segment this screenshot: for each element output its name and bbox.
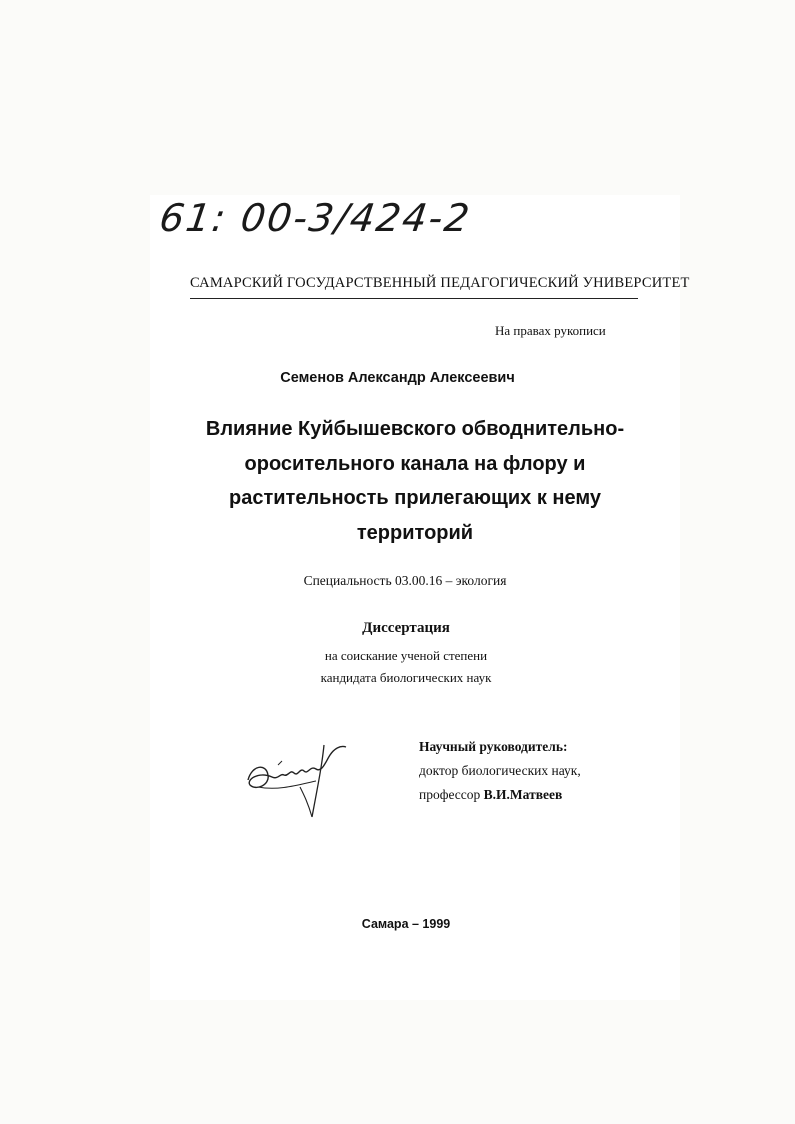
supervisor-block <box>419 735 581 807</box>
degree-line-1: на соискание ученой степени <box>324 648 488 663</box>
degree-description <box>0 645 795 689</box>
degree-line-2: кандидата биологических наук <box>320 670 492 685</box>
university-name: САМАРСКИЙ ГОСУДАРСТВЕННЫЙ ПЕДАГОГИЧЕСКИЙ УНИВЕРСИТЕТ <box>190 275 690 291</box>
supervisor-degree: доктор биологических наук, <box>419 763 581 778</box>
divider-line <box>190 298 638 299</box>
dissertation-heading: Диссертация <box>362 620 450 636</box>
scanned-sheet <box>150 195 690 1000</box>
signature-icon <box>238 725 358 825</box>
dissertation-title <box>180 412 650 550</box>
title-line: оросительного канала на флору и <box>244 452 586 475</box>
supervisor-heading: Научный руководитель: <box>419 739 568 754</box>
supervisor-title: профессор <box>419 787 481 802</box>
archive-code-handwritten: 61: 00-3/424-2 <box>156 196 474 240</box>
rights-note: На правах рукописи <box>495 323 606 338</box>
author-name: Семенов Александр Алексеевич <box>280 370 515 386</box>
supervisor-title-line <box>419 783 581 807</box>
title-line: территорий <box>356 521 474 544</box>
specialty-line: Специальность 03.00.16 – экология <box>303 573 507 588</box>
supervisor-name: В.И.Матвеев <box>483 787 563 802</box>
title-line: Влияние Куйбышевского обводнительно- <box>205 418 625 440</box>
title-line: растительность прилегающих к нему <box>229 487 601 509</box>
city-year: Самара – 1999 <box>361 917 451 931</box>
